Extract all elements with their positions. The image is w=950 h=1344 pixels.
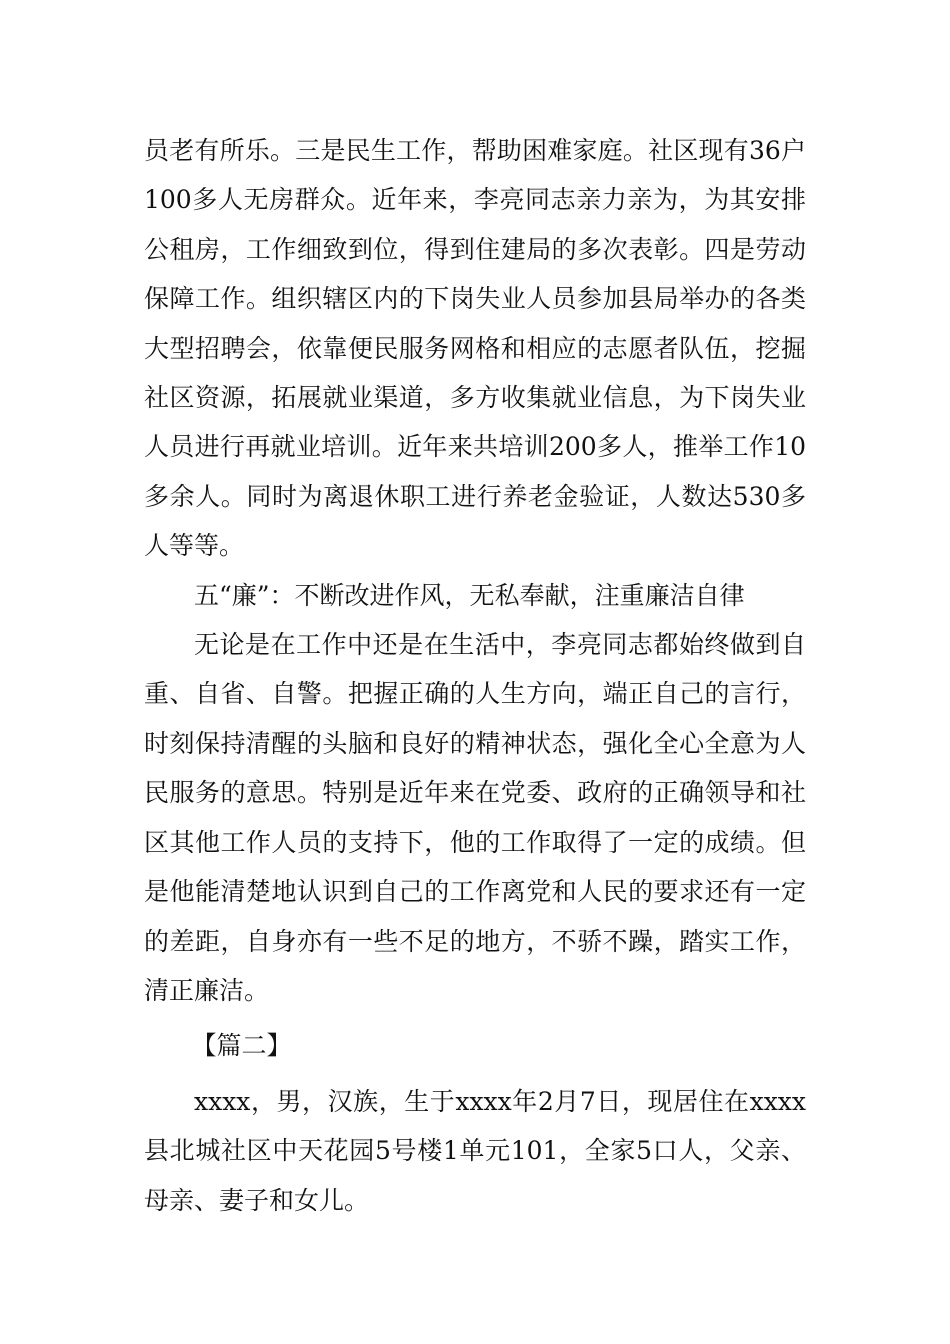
- paragraph-continuation: 员老有所乐。三是民生工作，帮助困难家庭。社区现有36户100多人无房群众。近年来，李亮同志亲力亲为，为其安排公租房，工作细致到位，得到住建局的多次表彰。四是劳动保障工作。组织辖区内的下岗失业人员参加县局举办的各类大型招聘会，依靠便民服务网格和相应的志愿者队伍，挖掘社区资源，拓展就业渠道，多方收集就业信息，为下岗失业人员进行再就业培训。近年来共培训200多人，推举工作10多余人。同时为离退休职工进行养老金验证，人数达530多人等等。: [144, 136, 806, 561]
- section-heading-lian: 五“廉”：不断改进作风，无私奉献，注重廉洁自律: [194, 580, 745, 610]
- section-label-part-two: 【篇二】: [191, 1031, 292, 1061]
- paragraph-lian: 无论是在工作中还是在生活中，李亮同志都始终做到自重、自省、自警。把握正确的人生方向，端正自己的言行，时刻保持清醒的头脑和良好的精神状态，强化全心全意为人民服务的意思。特别是近年来在党委、政府的正确领导和社区其他工作人员的支持下，他的工作取得了一定的成绩。但是他能清楚地认识到自己的工作离党和人民的要求还有一定的差距，自身亦有一些不足的地方，不骄不躁，踏实工作，清正廉洁。: [144, 630, 806, 1005]
- document-page: [144, 126, 806, 1225]
- paragraph-profile: xxxx，男，汉族，生于xxxx年2月7日，现居住在xxxx县北城社区中天花园5号楼1单元101，全家5口人，父亲、母亲、妻子和女儿。: [144, 1086, 806, 1215]
